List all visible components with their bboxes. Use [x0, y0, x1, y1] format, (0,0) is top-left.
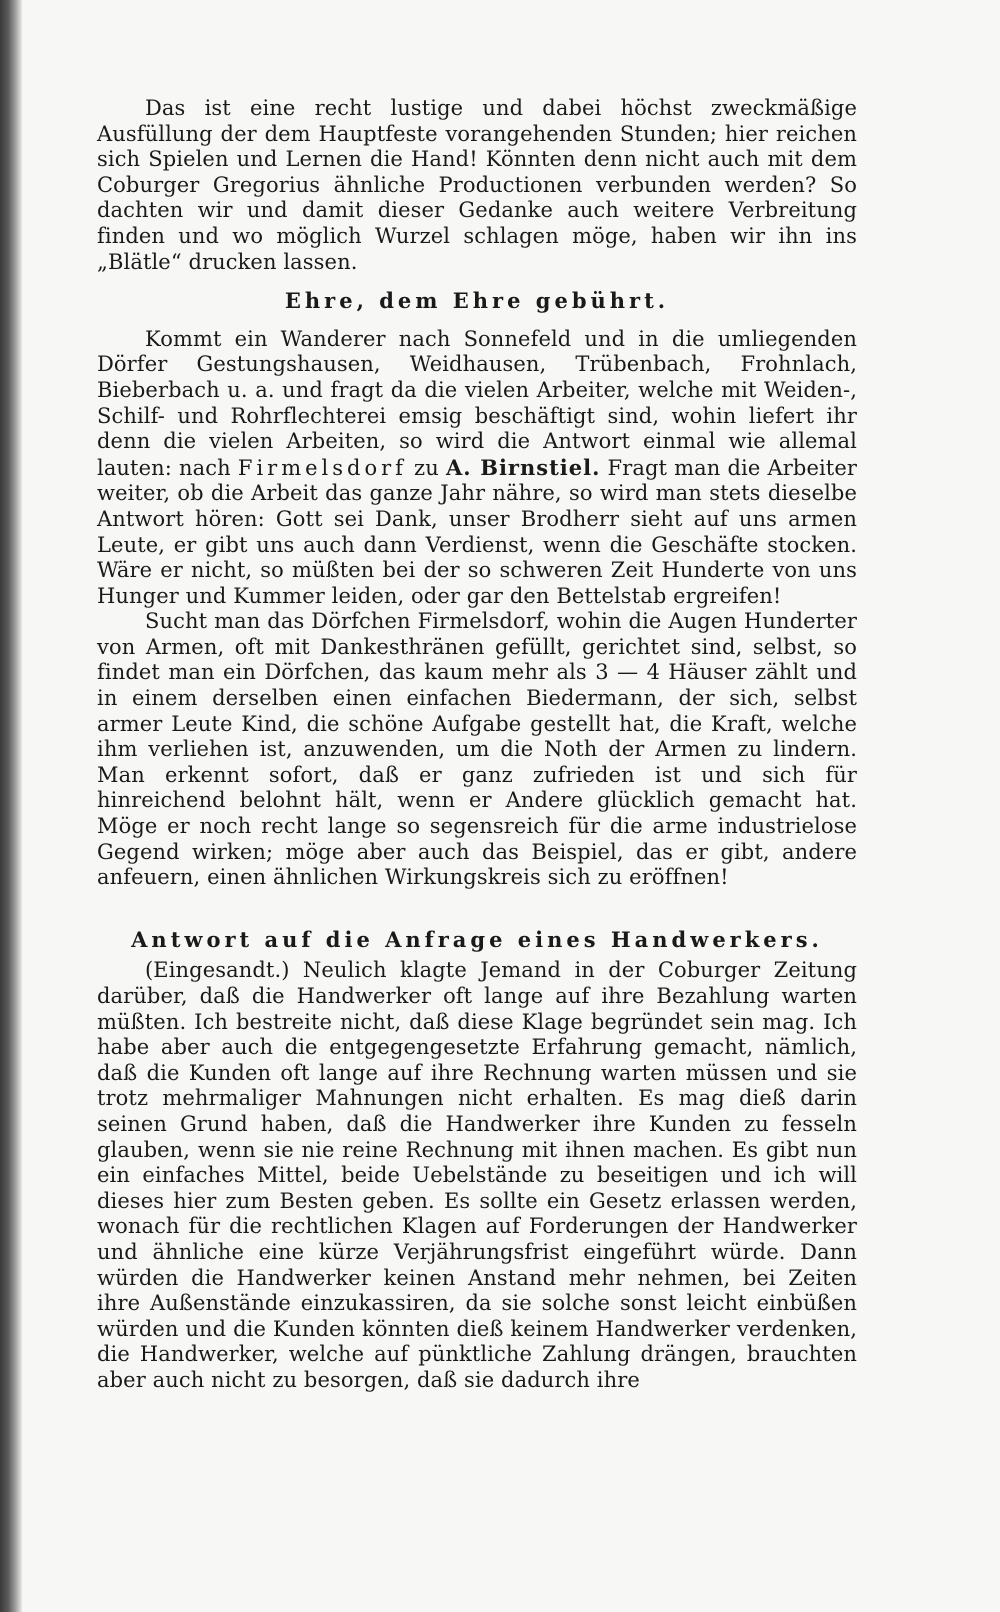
text-column [97, 96, 857, 1394]
heading-ehre-dem-ehre-gebuehrt: Ehre, dem Ehre gebührt. [284, 288, 670, 314]
paragraph-text-part-2: Fragt man die Arbeiter weiter, ob die Arbeit das ganze Jahr nähre, so wird man stets dieselbe Antwort hören: Gott sei Dank, unser Brodherr sieht auf uns armen Leute, er gibt uns auch dann Verdienst, wenn die Geschäfte stocken. Wäre er nicht, so müßten bei der so schweren Zeit Hunderte von uns Hunger und Kummer leiden, oder gar den Bettelstab ergreifen! [97, 455, 857, 608]
paragraph-text-part-1: Kommt ein Wanderer nach Sonnefeld und in die umliegenden Dörfer Gestungshausen, Weidhausen, Trübenbach, Frohnlach, Bieberbach u. a. und fragt da die vielen Arbeiter, welche mit Weiden-, Schilf- und Rohrflechterei emsig beschäftigt sind, wohin liefert ihr denn die vielen Arbeiten, so wird die Antwort einmal wie allemal lauten: nach [97, 326, 857, 480]
bold-merchant-name: A. Birnstiel. [445, 454, 601, 480]
article-antwort-paragraph: (Eingesandt.) Neulich klagte Jemand in der Coburger Zeitung darüber, daß die Handwerker oft lange auf ihre Bezahlung warten müßten. Ich bestreite nicht, daß diese Klage begründet sein mag. Ich habe aber auch die entgegengesetzte Erfahrung gemacht, nämlich, daß die Kunden oft lange auf ihre Rechnung warten müssen und sie trotz mehrmaliger Mahnungen nicht erhalten. Es mag dieß darin seinen Grund haben, daß die Handwerker ihre Kunden zu fesseln glauben, wenn sie nie reine Rechnung mit ihnen machen. Es gibt nun ein einfaches Mittel, beide Uebelstände zu beseitigen und ich will dieses hier zum Besten geben. Es sollte ein Gesetz erlassen werden, wonach für die rechtlichen Klagen auf Forderungen der Handwerker und ähnliche eine kürze Verjährungsfrist eingeführt würde. Dann würden die Handwerker keinen Anstand mehr nehmen, bei Zeiten ihre Außenstände einzukassiren, da sie solche sonst leicht einbüßen würden und die Kunden könnten dieß keinem Handwerker verdenken, die Handwerker, welche auf pünktliche Zahlung drängen, brauchten aber auch nicht zu besorgen, daß sie dadurch ihre [97, 958, 857, 1392]
article-ehre-paragraph-1 [97, 327, 857, 610]
page-binding-edge [0, 0, 22, 1612]
heading-antwort-auf-die-anfrage: Antwort auf die Anfrage eines Handwerkers. [131, 926, 823, 952]
article-gregorius-paragraph: Das ist eine recht lustige und dabei höchst zweckmäßige Ausfüllung der dem Hauptfeste vorangehenden Stunden; hier reichen sich Spielen und Lernen die Hand! Könnten denn nicht auch mit dem Coburger Gregorius ähnliche Productionen verbunden werden? So dachten wir und damit dieser Gedanke auch weitere Verbreitung finden und wo möglich Wurzel schlagen möge, haben wir ihn ins „Blätle“ drucken lassen. [97, 96, 857, 274]
word-zu: zu [414, 455, 439, 480]
article-ehre-paragraph-2: Sucht man das Dörfchen Firmelsdorf, wohin die Augen Hunderter von Armen, oft mit Dankesthränen gefüllt, gerichtet sind, selbst, so findet man ein Dörfchen, das kaum mehr als 3 — 4 Häuser zählt und in einem derselben einen einfachen Biedermann, der sich, selbst armer Leute Kind, die schöne Aufgabe gestellt hat, die Kraft, welche ihm verliehen ist, anzuwenden, um die Noth der Armen zu lindern. Man erkennt sofort, daß er ganz zufrieden ist und sich für hinreichend belohnt hält, wenn er Andere glücklich gemacht hat. Möge er noch recht lange so segensreich für die arme industrielose Gegend wirken; möge aber auch das Beispiel, das er gibt, andere anfeuern, einen ähnlichen Wirkungskreis sich zu eröffnen! [97, 609, 857, 890]
spaced-place-name: Firmelsdorf [237, 455, 407, 480]
